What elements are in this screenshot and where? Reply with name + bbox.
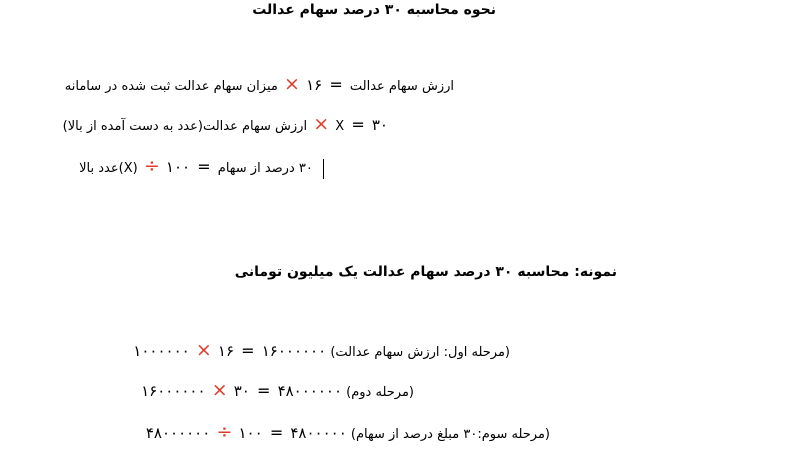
step-3-equals: = bbox=[269, 423, 284, 442]
step-1-number: ۱۶ bbox=[217, 342, 235, 360]
multiply-icon: × bbox=[211, 379, 228, 401]
divide-icon: ÷ bbox=[216, 421, 233, 443]
multiply-icon: × bbox=[284, 73, 300, 95]
step-3-number: ۱۰۰ bbox=[238, 424, 263, 442]
step-3-label: (مرحله سوم:۳۰ مبلغ درصد از سهام) bbox=[350, 427, 550, 442]
step-2-result: ۴۸۰۰۰۰۰۰ bbox=[277, 382, 343, 400]
formula-2-number: ۳۰ bbox=[371, 116, 388, 134]
formula-3-equals: = bbox=[197, 157, 211, 176]
multiply-icon: × bbox=[195, 339, 212, 361]
formula-2-right: ارزش سهام عدالت(عدد به دست آمده از بالا) bbox=[62, 119, 308, 134]
formula-line-1 bbox=[65, 74, 454, 97]
step-2-base: ۱۶۰۰۰۰۰۰ bbox=[141, 382, 206, 400]
step-2-label: (مرحله دوم) bbox=[346, 385, 414, 400]
document-title: نحوه محاسبه ۳۰ درصد سهام عدالت bbox=[252, 2, 496, 18]
step-3-result: ۴۸۰۰۰۰۰ bbox=[290, 424, 347, 442]
formula-3-number: ۱۰۰ bbox=[165, 158, 191, 176]
step-1-base: ۱۰۰۰۰۰۰ bbox=[133, 342, 190, 360]
text-cursor bbox=[323, 159, 324, 179]
formula-1-equals: = bbox=[329, 75, 343, 94]
step-line-2 bbox=[141, 380, 414, 403]
formula-line-3 bbox=[79, 156, 324, 179]
formula-3-left: ۳۰ درصد از سهام bbox=[217, 161, 313, 176]
formula-1-right: میزان سهام عدالت ثبت شده در سامانه bbox=[64, 79, 278, 94]
divide-icon: ÷ bbox=[143, 155, 160, 177]
formula-line-2 bbox=[63, 114, 388, 137]
step-2-equals: = bbox=[257, 381, 271, 400]
formula-1-number: ۱۶ bbox=[306, 76, 323, 94]
formula-3-right: (X)عدد بالا bbox=[79, 161, 138, 176]
step-2-number: ۳۰ bbox=[233, 382, 250, 400]
step-1-result: ۱۶۰۰۰۰۰۰ bbox=[261, 342, 327, 360]
example-title: نمونه: محاسبه ۳۰ درصد سهام عدالت یک میلیون تومانی bbox=[234, 264, 617, 280]
step-3-base: ۴۸۰۰۰۰۰۰ bbox=[145, 424, 211, 442]
step-line-3 bbox=[146, 422, 550, 445]
formula-2-variable: X bbox=[335, 119, 345, 134]
formula-1-left: ارزش سهام عدالت bbox=[349, 79, 454, 94]
step-1-equals: = bbox=[241, 341, 255, 360]
multiply-icon: × bbox=[313, 113, 330, 135]
step-1-label: (مرحله اول: ارزش سهام عدالت) bbox=[330, 345, 510, 360]
formula-2-equals: = bbox=[351, 115, 365, 134]
step-line-1 bbox=[133, 340, 510, 363]
